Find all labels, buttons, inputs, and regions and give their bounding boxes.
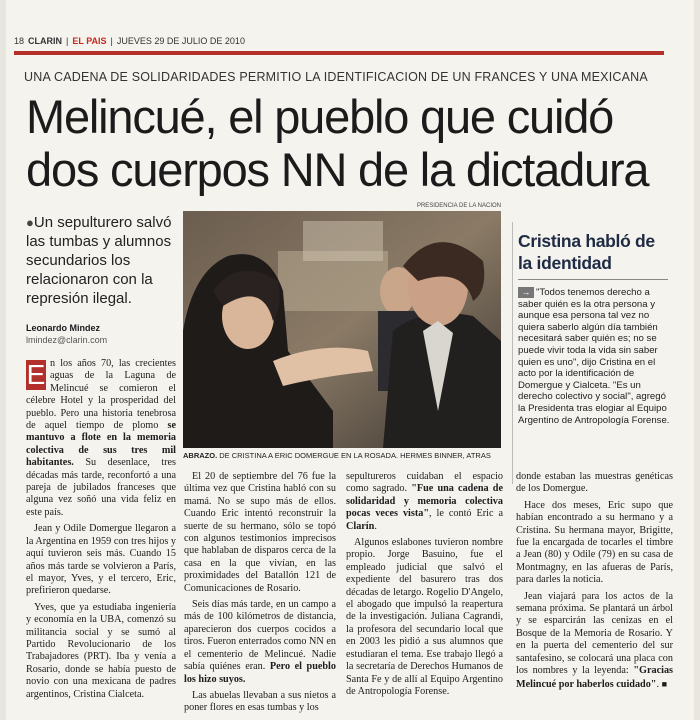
end-mark: ■ — [661, 678, 667, 689]
brand-clarin: CLARIN — [28, 36, 63, 46]
paragraph: Yves, que ya estudiaba ingeniería y economía en la UBA, comenzó su militancia social y se sumó al Partido Revolucionario de los Trabajadores (PRT). Iba y venía a Rosario, donde se había puesto de novio con una mexicana de padres argentinos, Cristina Cialceta. — [26, 601, 176, 700]
caption-lead: ABRAZO. — [183, 451, 218, 460]
paragraph-bold: "Gracias Melincué por haberlos cuidado" — [516, 665, 673, 690]
sidebar-text — [518, 287, 671, 426]
paragraph — [184, 599, 336, 686]
sidebar-rule — [518, 279, 668, 280]
paragraph: Hace dos meses, Eric supo que habían encontrado a su hermano y a Cristina. Su hermana mayor, Brigitte, fue la encargada de tocarles el timbre a Jean (80) y Odile (79) en su casa de Montmagny, en las afueras de París, para darles la noticia. — [516, 499, 673, 586]
article-subhead — [26, 213, 181, 308]
sidebar-title: Cristina habló de la identidad — [518, 231, 655, 273]
author-email: lmindez@clarin.com — [26, 335, 108, 345]
paragraph-text: n los años 70, las crecientes aguas de la Laguna de Melincué se comieron el célebre Hotel y la prosperidad del pueblo. Pero una historia tenebrosa de aquel tiempo de plomo — [26, 358, 176, 432]
paragraph: Las abuelas llevaban a sus nietos a poner flores en esas tumbas y los — [184, 689, 336, 714]
paragraph-text: . — [374, 520, 377, 532]
caption-text: DE CRISTINA A ERIC DOMERGUE EN LA ROSADA. HERMES BINNER, ATRAS — [219, 451, 491, 460]
subhead-text: Un sepulturero salvó las tumbas y alumnos secundarios los relacionaron con la represión ilegal. — [26, 214, 172, 307]
paragraph-bold: se mantuvo a flote en la memoria colectiva de sus tres mil habitantes. — [26, 420, 176, 469]
sidebar-quote: "Todos tenemos derecho a saber quién es la otra persona y aunque esa persona tal vez no quiera saberlo algún día también necesitará saber quién es; no se puede vivir toda la vida sin saber quien es uno", dijo Cristina en el acto por la identificación de Domergue y Cialceta. "Es un derecho colectivo y social", agregó la Presidenta tras elogiar al Equipo Argentino de Antropología Forense. — [518, 287, 670, 426]
paragraph: Algunos eslabones tuvieron nombre propio. Jorge Basuino, fue el empleado judicial que salvó el expediente del basurero tras dos décadas de letargo. Rogelio D'Angelo, el abogado que impulsó la reapertura de la investigación. Juliana Cagrandi, la profesora del secundario local que en 2003 les pidió a sus alumnos que estudiaran el tema. Ese trabajo llegó a la secretaría de Derechos Humanos de Santa Fe y de allí al Equipo Argentino de Antropología Forense. — [346, 537, 503, 697]
paragraph: El 20 de septiembre del 76 fue la última vez que Cristina habló con su mamá. No se supo más de ellos. Cuando Eric intentó reconstruir la suerte de su hermano, sólo se topó con algunos testimonios imprecisos que hablaban de disparos cerca de la casa en la que vivían, en las proximidades del Batallón 121 de Comunicaciones de Rosario. — [184, 471, 336, 594]
paragraph-text: sepultureros cuidaban el espacio como sagrado. — [346, 471, 503, 495]
folio-separator: | — [66, 36, 69, 46]
issue-date: JUEVES 29 DE JULIO DE 2010 — [116, 36, 245, 46]
newspaper-page — [6, 0, 694, 720]
paragraph: Jean y Odile Domergue llegaron a la Argentina en 1959 con tres hijos y aquí tuvieron seis más. Cuando 15 años más tarde se volvieron a París, el mayor, Yves, y el tercero, Eric, prefirieron quedarse. — [26, 523, 176, 597]
article-photo — [183, 211, 501, 448]
paragraph-bold: Clarín — [346, 520, 375, 532]
paragraph-bold: "Fue una cadena de solidaridad y memoria colectiva pocas veces vista" — [346, 483, 503, 520]
page-number: 18 — [14, 36, 25, 46]
paragraph-bold: Pero el pueblo los hizo suyos. — [184, 661, 336, 685]
paragraph: donde estaban las muestras genéticas de los Domergue. — [516, 471, 673, 495]
paragraph-text: Jean viajará para los actos de la semana próxima. Se plantará un árbol y se esparcirán las cenizas en el Bosque de la Memoria de Rosario. Y en la puerta del cementerio del sur santafesino, se colocará una placa con los nombres y la leyenda: — [516, 590, 673, 677]
author-name: Leonardo Mindez — [26, 323, 100, 333]
paragraph-text: , le contó Eric a — [428, 508, 503, 520]
photo-credit: PRESIDENCIA DE LA NACION — [416, 203, 501, 209]
photo-illustration — [183, 211, 501, 448]
article-column-3 — [346, 471, 503, 702]
paragraph — [516, 591, 673, 691]
paragraph-text: Seis días más tarde, en un campo a más de 100 kilómetros de distancia, aparecieron dos cuerpos cocidos a tiros. Fueron enterrados como NN en el cementerio de Melincué. Nadie sabía quiénes eran. — [184, 599, 336, 673]
paragraph-text: . — [656, 678, 660, 690]
article-column-1 — [26, 358, 176, 705]
arrow-right-icon: → — [518, 287, 534, 298]
page-folio — [14, 34, 684, 48]
article-column-4 — [516, 471, 673, 695]
drop-cap: E — [26, 359, 46, 390]
article-kicker: UNA CADENA DE SOLIDARIDADES PERMITIO LA IDENTIFICACION DE UN FRANCES Y UNA MEXICANA — [24, 70, 648, 84]
section-el-pais: EL PAIS — [72, 36, 107, 46]
byline — [26, 322, 176, 346]
article-column-2 — [184, 471, 336, 719]
header-rule — [14, 51, 664, 55]
folio-separator-2: | — [110, 36, 113, 46]
paragraph-text: Su desenlace, tres décadas más tarde, reconfortó a una pareja de jubilados franceses que alguna vez soñó una vida feliz en este país. — [26, 457, 176, 518]
photo-caption — [183, 451, 503, 460]
paragraph — [346, 471, 503, 533]
bullet-icon: ● — [26, 215, 34, 230]
paragraph — [26, 358, 176, 519]
article-headline: Melincué, el pueblo que cuidó dos cuerpos NN de la dictadura — [26, 90, 649, 196]
